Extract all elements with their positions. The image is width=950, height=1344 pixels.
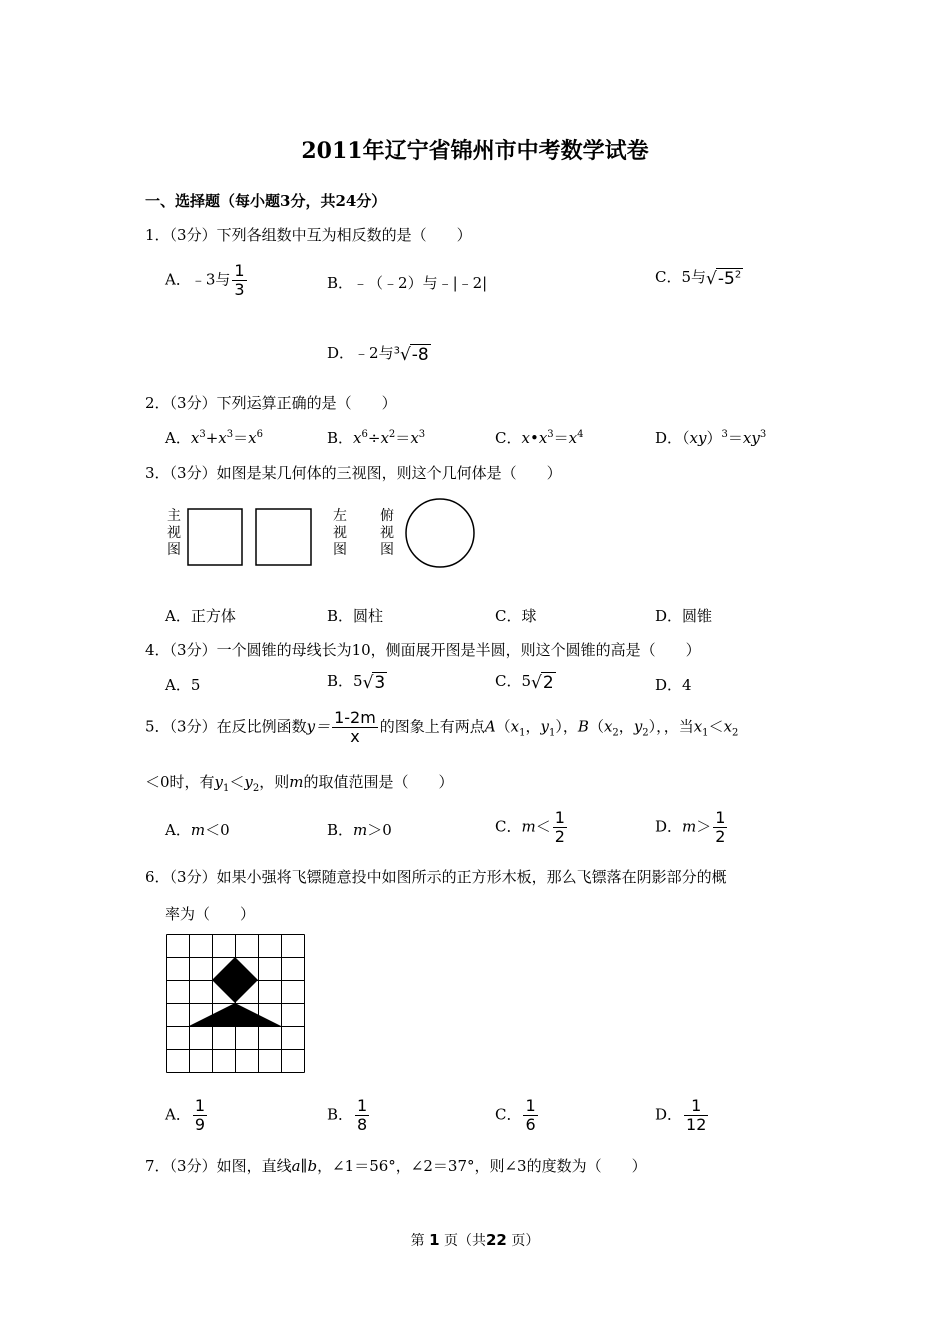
q2-option-d: D．$(xy)^3=xy^3$ bbox=[655, 429, 767, 447]
q6-option-b: B． $\frac{1}{8}$ bbox=[327, 1096, 368, 1134]
left-label-char-2: 视 bbox=[333, 525, 347, 541]
q3-option-d: D．圆锥 bbox=[655, 607, 713, 625]
q5-option-c: C．m＜ $\frac{1}{2}$ bbox=[495, 808, 565, 846]
q4-option-a: A．5 bbox=[165, 676, 201, 694]
top-label-char-3: 图 bbox=[380, 542, 394, 558]
q6-option-c: C． $\frac{1}{6}$ bbox=[495, 1096, 536, 1134]
q5-d-fraction: $\frac{1}{2}$ bbox=[715, 808, 726, 846]
front-label-char-3: 图 bbox=[167, 542, 181, 558]
q2-option-b: B．$x^6\div x^2=x^3$ bbox=[327, 429, 426, 447]
question-1-stem: 1．（3分）下列各组数中互为相反数的是（ ） bbox=[145, 226, 472, 244]
left-label-char-1: 左 bbox=[333, 508, 347, 524]
front-label-char-1: 主 bbox=[167, 508, 181, 524]
page-footer: 第 1 页（共22 页） bbox=[410, 1231, 540, 1249]
q1-option-b: B．﹣（﹣2）与﹣|﹣2| bbox=[327, 274, 488, 292]
left-view-label bbox=[333, 508, 347, 558]
top-label-char-2: 视 bbox=[380, 525, 394, 541]
q3-option-b: B．圆柱 bbox=[327, 607, 384, 625]
question-4-stem: 4．（3分）一个圆锥的母线长为10，侧面展开图是半圆，则这个圆锥的高是（ ） bbox=[145, 641, 701, 659]
q4-option-d: D．4 bbox=[655, 676, 692, 694]
q1-a-fraction: $\frac{1}{3}$ bbox=[234, 261, 245, 299]
three-view-figure bbox=[160, 492, 480, 574]
q4-c-sqrt: √2 bbox=[531, 672, 554, 693]
left-label-char-3: 图 bbox=[333, 542, 347, 558]
top-view-circle bbox=[406, 499, 474, 567]
question-6-line-2: 率为（ ） bbox=[165, 905, 256, 923]
q1-d-cbrt: $^3$√-8 bbox=[393, 344, 429, 365]
q2-option-c: C．$x•x^3=x^4$ bbox=[495, 429, 584, 447]
q6-option-d: D． $\frac{1}{12}$ bbox=[655, 1096, 707, 1134]
q4-option-b: B．5√3 bbox=[327, 672, 386, 693]
q5-option-b: B．m＞0 bbox=[327, 821, 392, 839]
q3-option-a: A．正方体 bbox=[165, 607, 236, 625]
shaded-diamond bbox=[212, 957, 258, 1003]
front-label-char-2: 视 bbox=[167, 525, 181, 541]
question-3-stem: 3．（3分）如图是某几何体的三视图，则这个几何体是（ ） bbox=[145, 464, 562, 482]
top-view-label bbox=[380, 508, 394, 558]
q5-function-fraction: $\frac{1-2m}{x}$ bbox=[334, 708, 376, 746]
q5-option-d: D．m＞ $\frac{1}{2}$ bbox=[655, 808, 726, 846]
q6-d-fraction: $\frac{1}{12}$ bbox=[686, 1096, 707, 1134]
dart-board-figure bbox=[166, 934, 306, 1074]
q6-option-a: A． $\frac{1}{9}$ bbox=[165, 1096, 206, 1134]
page-title: 2011年辽宁省锦州市中考数学试卷 bbox=[301, 138, 649, 164]
question-5-line-2: ＜0时，有$y_1<y_2$，则m的取值范围是（ ） bbox=[145, 773, 454, 794]
q2-option-a: A．$x^3+x^3=x^6$ bbox=[165, 429, 263, 447]
q5-c-fraction: $\frac{1}{2}$ bbox=[554, 808, 565, 846]
q1-option-a: A．﹣3与 $\frac{1}{3}$ bbox=[165, 261, 245, 299]
q6-a-fraction: $\frac{1}{9}$ bbox=[194, 1096, 206, 1134]
section-heading: 一、选择题（每小题3分，共24分） bbox=[145, 192, 387, 210]
question-7-stem: 7．（3分）如图，直线a∥b，∠1＝56°，∠2＝37°，则∠3的度数为（ ） bbox=[145, 1157, 647, 1175]
q4-b-sqrt: √3 bbox=[362, 672, 386, 693]
q1-option-c: C．5与$√-5^2$ bbox=[655, 268, 742, 289]
left-view-square bbox=[256, 509, 311, 565]
q1-c-sqrt: $√-5^2$ bbox=[706, 268, 742, 289]
shaded-triangle bbox=[189, 1003, 281, 1026]
q3-option-c: C．球 bbox=[495, 607, 537, 625]
question-6-line-1: 6．（3分）如果小强将飞镖随意投中如图所示的正方形木板，那么飞镖落在阴影部分的概 bbox=[145, 868, 727, 886]
question-2-stem: 2．（3分）下列运算正确的是（ ） bbox=[145, 394, 397, 412]
q5-option-a: A．m＜0 bbox=[165, 821, 230, 839]
q4-option-c: C．5√2 bbox=[495, 672, 554, 693]
q6-b-fraction: $\frac{1}{8}$ bbox=[357, 1096, 368, 1134]
front-view-square bbox=[188, 509, 242, 565]
q6-c-fraction: $\frac{1}{6}$ bbox=[525, 1096, 536, 1134]
q1-option-d: D．﹣2与$^3$√-8 bbox=[327, 344, 429, 365]
top-label-char-1: 俯 bbox=[380, 508, 394, 524]
question-5-line-1: 5．（3分）在反比例函数y＝ $\frac{1-2m}{x}$ 的图象上有两点$A(x_1$，$y_1$），$B(x_2$，$y_2$），，当$x_1<x_2$ bbox=[145, 708, 739, 746]
front-view-label bbox=[167, 508, 181, 558]
